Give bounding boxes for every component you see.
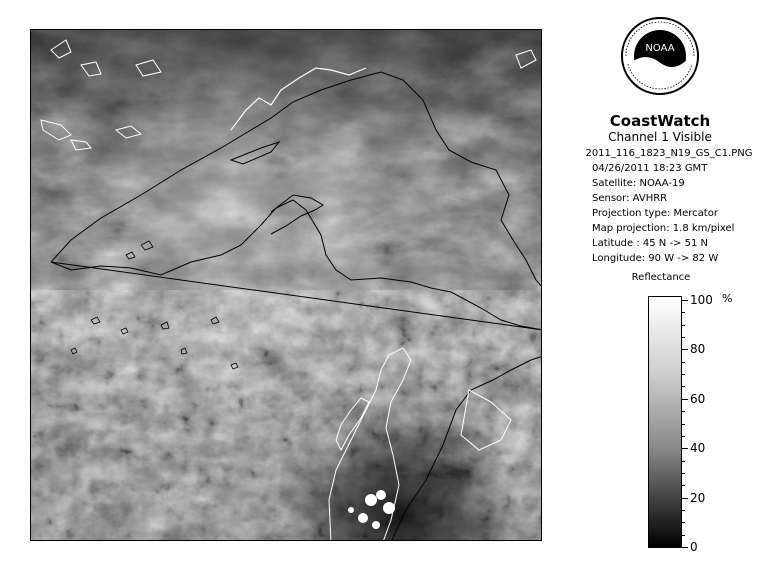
- colorbar-minor-tick: [682, 498, 688, 499]
- colorbar-minor-tick: [682, 325, 685, 326]
- filename: 2011_116_1823_N19_GS_C1.PNG: [585, 148, 753, 159]
- channel-label: Channel 1 Visible: [608, 130, 712, 144]
- colorbar-minor-tick: [682, 510, 685, 511]
- colorbar-minor-tick: [682, 473, 685, 474]
- noaa-logo: [620, 16, 700, 96]
- reflectance-colorbar: [648, 296, 682, 548]
- colorbar-minor-tick: [682, 399, 688, 400]
- longitude-range: Longitude: 90 W -> 82 W: [592, 253, 719, 264]
- colorbar-minor-tick: [682, 312, 685, 313]
- projection-type: Projection type: Mercator: [592, 208, 718, 219]
- colorbar-minor-tick: [682, 485, 685, 486]
- colorbar-tick-label: 60: [690, 391, 706, 406]
- legend-title: Reflectance: [631, 272, 691, 283]
- metadata-panel: [556, 146, 782, 266]
- colorbar-minor-tick: [682, 362, 685, 363]
- latitude-range: Latitude : 45 N -> 51 N: [592, 238, 708, 249]
- colorbar-minor-tick: [682, 386, 685, 387]
- colorbar-minor-tick: [682, 436, 685, 437]
- colorbar-minor-tick: [682, 411, 685, 412]
- colorbar-minor-tick: [682, 349, 688, 350]
- legend-unit: %: [722, 292, 733, 305]
- satellite: Satellite: NOAA-19: [592, 178, 685, 189]
- satellite-image: [30, 29, 542, 541]
- colorbar-minor-tick: [682, 535, 685, 536]
- colorbar-tick-label: 100: [690, 293, 713, 307]
- noaa-logo-graphic: [620, 16, 700, 96]
- colorbar-tick-label: 0: [690, 540, 698, 554]
- colorbar-tick-label: 20: [690, 490, 706, 505]
- satellite-image-canvas: [31, 30, 542, 541]
- map-projection: Map projection: 1.8 km/pixel: [592, 223, 735, 234]
- colorbar-minor-tick: [682, 547, 688, 548]
- colorbar-minor-tick: [682, 300, 688, 301]
- colorbar-tick-label: 80: [690, 342, 706, 357]
- product-title: CoastWatch: [609, 112, 711, 130]
- colorbar-minor-tick: [682, 337, 685, 338]
- datetime: 04/26/2011 18:23 GMT: [592, 163, 708, 174]
- sensor: Sensor: AVHRR: [592, 193, 668, 204]
- colorbar-minor-tick: [682, 522, 685, 523]
- colorbar-minor-tick: [682, 448, 688, 449]
- colorbar-minor-tick: [682, 461, 685, 462]
- noaa-logo-text: NOAA: [645, 43, 675, 54]
- colorbar-minor-tick: [682, 424, 685, 425]
- colorbar-tick-label: 40: [690, 441, 706, 456]
- colorbar-minor-tick: [682, 374, 685, 375]
